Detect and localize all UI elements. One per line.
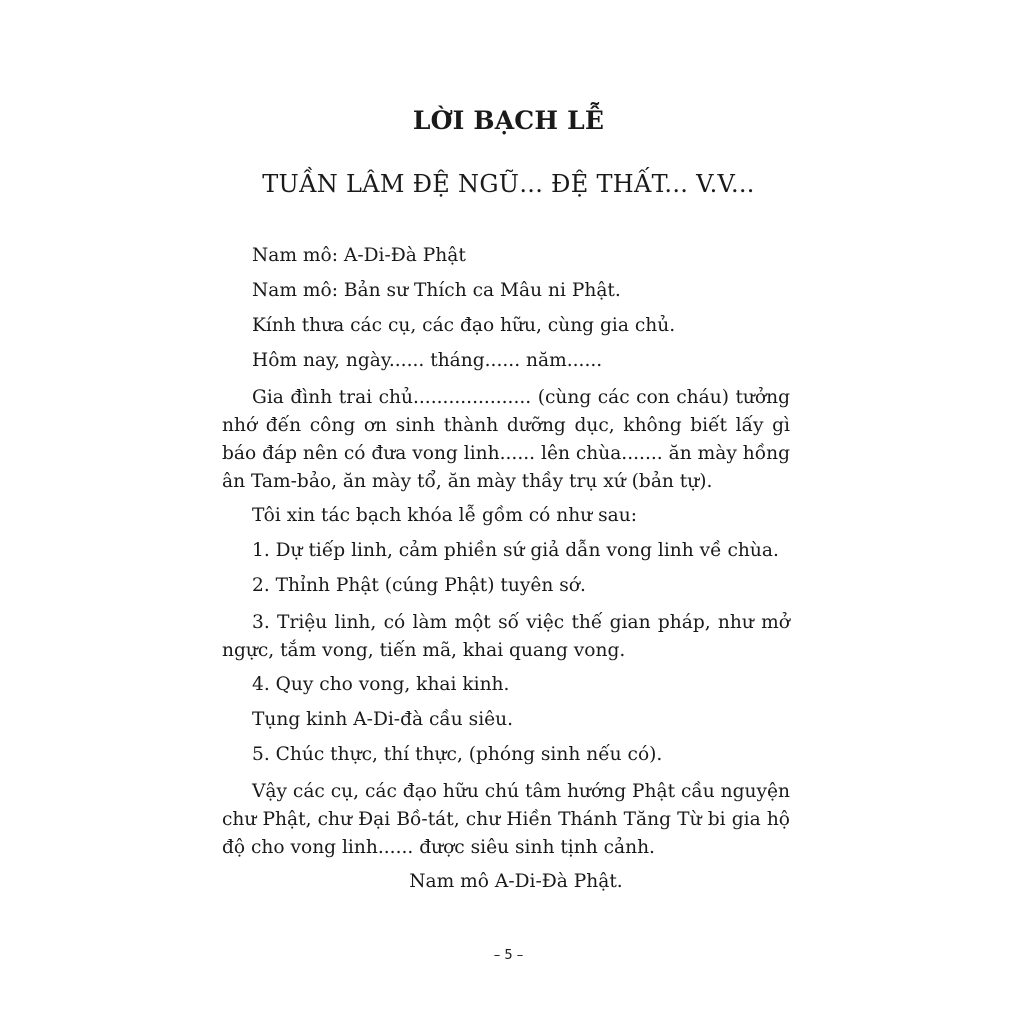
paragraph: Vậy các cụ, các đạo hữu chú tâm hướng Phật cầu nguyện chư Phật, chư Đại Bồ-tát, chư Hiền Thánh Tăng Từ bi gia hộ độ cho vong linh...... được siêu sinh tịnh cảnh. <box>222 781 791 858</box>
page-title: LỜI BẠCH LỄ <box>412 106 605 135</box>
paragraph: 4. Quy cho vong, khai kinh. <box>252 674 510 695</box>
page-subtitle: TUẦN LÂM ĐỆ NGŨ... ĐỆ THẤT... V.V... <box>262 170 755 198</box>
paragraph: 1. Dự tiếp linh, cảm phiền sứ giả dẫn vong linh về chùa. <box>252 540 779 561</box>
paragraph: Tôi xin tác bạch khóa lễ gồm có như sau: <box>252 505 637 526</box>
paragraph: Gia đình trai chủ.................... (cùng các con cháu) tưởng nhớ đến công ơn sinh thành dưỡng dục, không biết lấy gì báo đáp nên có đưa vong linh...... lên chùa....... ăn mày hồng ân Tam-bảo, ăn mày tổ, ăn mày thầy trụ xứ (bản tự). <box>222 387 790 492</box>
paragraph: Hôm nay, ngày...... tháng...... năm...... <box>252 350 603 371</box>
paragraph: 3. Triệu linh, có làm một số việc thế gian pháp, như mở ngực, tắm vong, tiến mã, khai quang vong. <box>222 612 790 661</box>
closing-line: Nam mô A-Di-Đà Phật. <box>409 871 623 892</box>
paragraph: 2. Thỉnh Phật (cúng Phật) tuyên sớ. <box>252 575 586 596</box>
paragraph: Tụng kinh A-Di-đà cầu siêu. <box>252 709 514 730</box>
paragraph: Nam mô: A-Di-Đà Phật <box>252 245 466 266</box>
paragraph: Nam mô: Bản sư Thích ca Mâu ni Phật. <box>252 280 621 301</box>
paragraph: 5. Chúc thực, thí thực, (phóng sinh nếu có). <box>252 744 663 765</box>
page-number: – 5 – <box>493 948 524 963</box>
paragraph: Kính thưa các cụ, các đạo hữu, cùng gia chủ. <box>252 315 676 336</box>
body-text <box>222 238 790 899</box>
